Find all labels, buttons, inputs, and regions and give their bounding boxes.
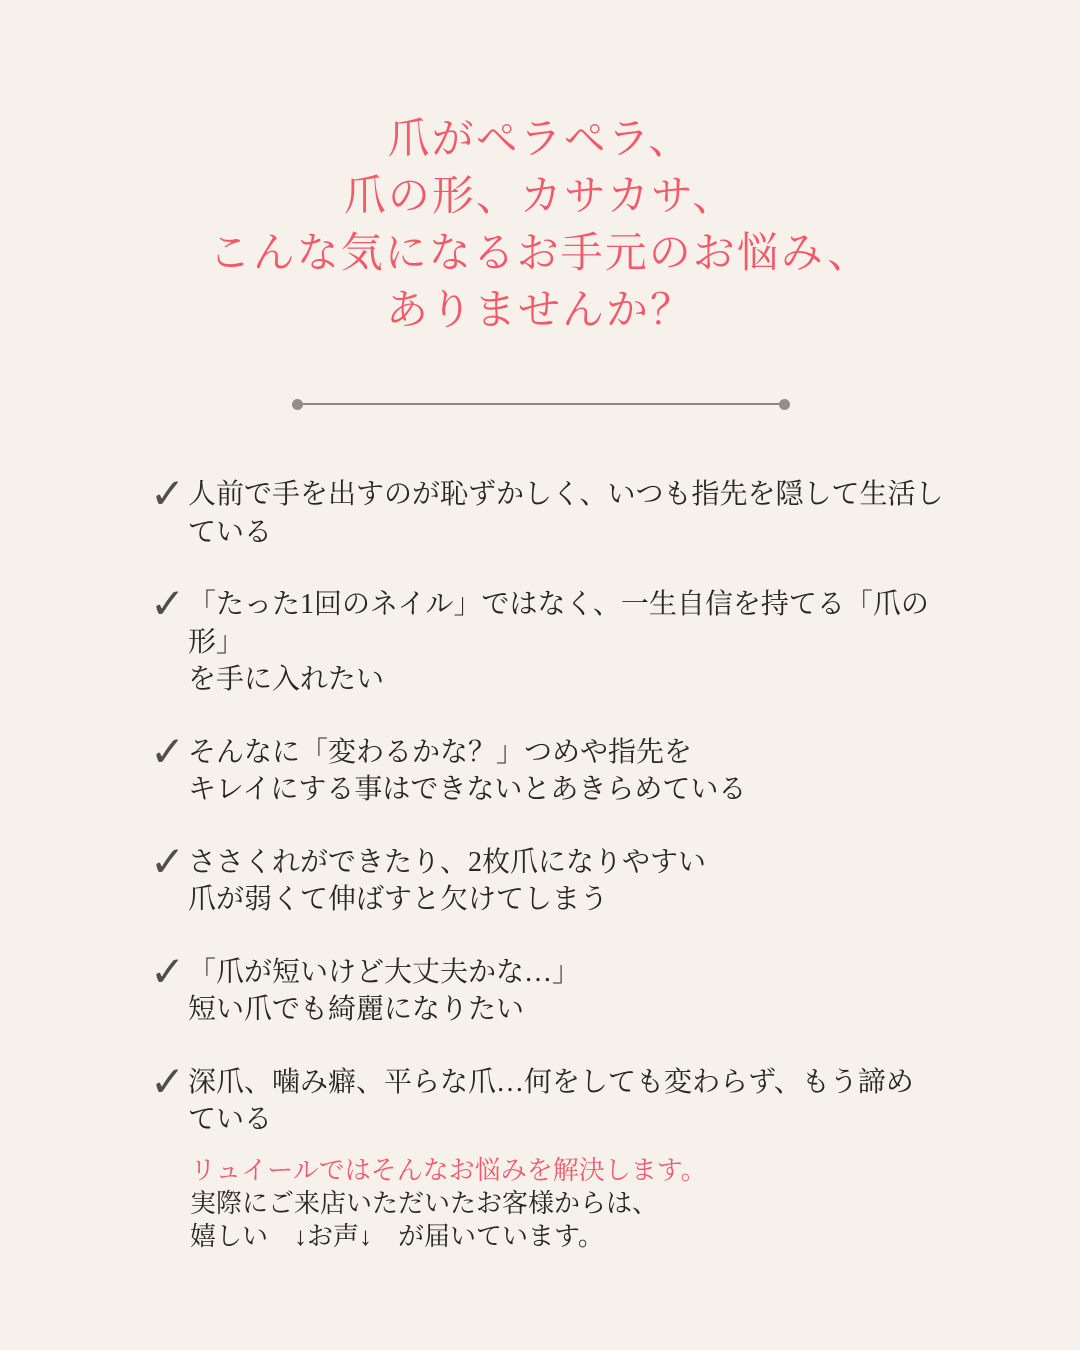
list-item-text: [188, 1064, 914, 1139]
list-item-text: [188, 586, 970, 699]
check-icon: ✓: [150, 726, 186, 776]
list-item-line: ささくれができたり、2枚爪になりやすい: [188, 846, 707, 878]
list-item-line: を手に入れたい: [188, 664, 385, 695]
closing-line: 嬉しい ↓お声↓ が届いています。: [190, 1222, 604, 1251]
list-item-line: そんなに「変わるかな？」つめや指先を: [188, 736, 693, 768]
list-item-line: 爪が弱くて伸ばすと欠けてしまう: [188, 884, 609, 915]
list-item: [150, 469, 970, 551]
divider-line: [303, 403, 779, 405]
list-item-line: ている: [188, 1104, 273, 1135]
list-item-line: キレイにする事はできないとあきらめている: [188, 774, 747, 805]
closing-message: [190, 1154, 707, 1253]
solution-highlight: リュイールではそんなお悩みを解決します。: [190, 1156, 707, 1185]
check-icon: ✓: [150, 946, 186, 996]
page-title: [0, 112, 1080, 340]
list-item-line: 「爪が短いけど大丈夫かな…」: [188, 956, 581, 988]
list-item-line: 短い爪でも綺麗になりたい: [188, 994, 525, 1025]
list-item: [150, 726, 970, 809]
check-icon: ✓: [150, 836, 186, 886]
title-line: 爪の形、カサカサ、: [343, 174, 737, 220]
check-icon: ✓: [150, 579, 186, 628]
list-item-line: 「たった1回のネイル」ではなく、一生自信を持てる「爪の形」: [188, 589, 929, 658]
list-item-text: [188, 954, 580, 1029]
concern-checklist: [150, 469, 970, 1174]
closing-line: 実際にご来店いただいたお客様からは、: [190, 1189, 659, 1218]
title-line: ありませんか？: [385, 288, 694, 334]
divider-dot-left: [292, 399, 303, 410]
title-line: 爪がペラペラ、: [387, 117, 693, 163]
list-item: [150, 836, 970, 919]
check-icon: ✓: [150, 1056, 186, 1106]
list-item-line: ている: [188, 516, 273, 548]
list-item-line: 人前で手を出すのが恥ずかしく、いつも指先を隠して生活し: [188, 479, 944, 510]
list-item-text: [188, 476, 943, 551]
list-item-text: [188, 734, 746, 809]
check-icon: ✓: [150, 469, 186, 518]
list-item-line: 深爪、噛み癖、平らな爪…何をしても変わらず、もう諦め: [188, 1066, 914, 1098]
section-divider: [292, 396, 790, 412]
list-item: [150, 946, 970, 1029]
list-item: [150, 579, 970, 699]
title-line: こんな気になるお手元のお悩み、: [208, 231, 872, 277]
list-item: [150, 1056, 970, 1139]
list-item-text: [188, 844, 706, 919]
divider-dot-right: [779, 399, 790, 410]
